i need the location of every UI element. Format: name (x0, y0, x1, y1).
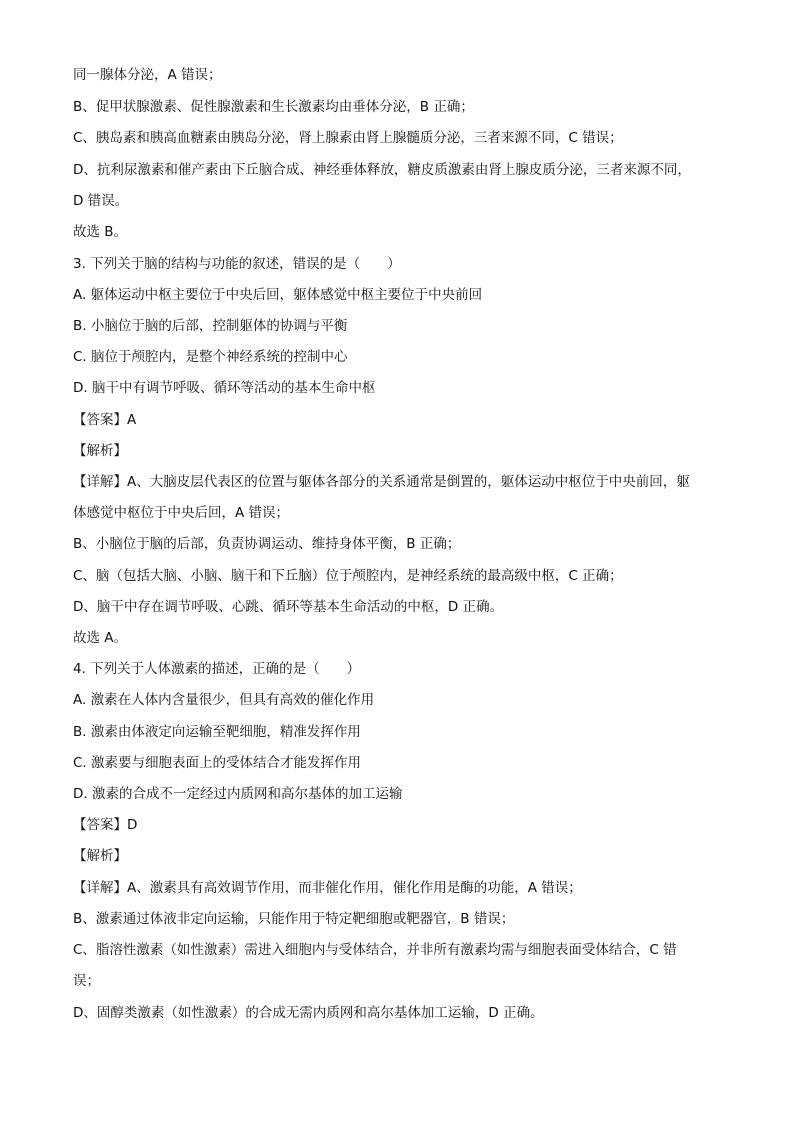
question-4-option-a: A. 激素在人体内含量很少，但具有高效的催化作用 (73, 692, 375, 708)
question-4-detail: 【详解】A、激素具有高效调节作用，而非催化作用，催化作用是酶的功能，A 错误； (73, 880, 582, 896)
question-4-option-c: C. 激素要与细胞表面上的受体结合才能发挥作用 (73, 755, 362, 771)
text-line: 同一腺体分泌，A 错误； (73, 67, 222, 83)
text-line: D、固醇类激素（如性激素）的合成无需内质网和高尔基体加工运输，D 正确。 (73, 1005, 544, 1021)
question-3-option-d: D. 脑干中有调节呼吸、循环等活动的基本生命中枢 (73, 380, 376, 396)
text-line: 故选 B。 (73, 224, 128, 240)
text-line: B、促甲状腺激素、促性腺激素和生长激素均由垂体分泌，B 正确； (73, 99, 474, 115)
question-4-stem: 4. 下列关于人体激素的描述，正确的是（ ） (73, 661, 361, 677)
text-line: C、脂溶性激素（如性激素）需进入细胞内与受体结合，并非所有激素均需与细胞表面受体结合，C 错 (73, 942, 677, 958)
text-line: 故选 A。 (73, 630, 128, 646)
text-line: C、胰岛素和胰高血糖素由胰岛分泌，肾上腺素由肾上腺髓质分泌，三者来源不同，C 错误； (73, 130, 623, 146)
question-4-option-d: D. 激素的合成不一定经过内质网和高尔基体的加工运输 (73, 786, 403, 802)
question-3-detail: 【详解】A、大脑皮层代表区的位置与躯体各部分的关系通常是倒置的，躯体运动中枢位于中央前回，躯 (73, 474, 690, 490)
text-line: B、小脑位于脑的后部，负责协调运动、维持身体平衡，B 正确； (73, 536, 461, 552)
question-3-answer: 【答案】A (73, 412, 137, 428)
question-3-analysis-heading: 【解析】 (73, 443, 127, 459)
text-line: D、脑干中存在调节呼吸、心跳、循环等基本生命活动的中枢，D 正确。 (73, 599, 504, 615)
question-3-option-a: A. 躯体运动中枢主要位于中央后回，躯体感觉中枢主要位于中央前回 (73, 287, 483, 303)
question-3-option-b: B. 小脑位于脑的后部，控制躯体的协调与平衡 (73, 318, 348, 334)
text-line: B、激素通过体液非定向运输，只能作用于特定靶细胞或靶器官，B 错误； (73, 911, 515, 927)
text-line: C、脑（包括大脑、小脑、脑干和下丘脑）位于颅腔内，是神经系统的最高级中枢，C 正确； (73, 568, 623, 584)
question-4-analysis-heading: 【解析】 (73, 848, 127, 864)
question-4-answer: 【答案】D (73, 817, 138, 833)
text-line: D、抗利尿激素和催产素由下丘脑合成、神经垂体释放，糖皮质激素由肾上腺皮质分泌，三者来源不同， (73, 162, 691, 178)
question-3-option-c: C. 脑位于颅腔内，是整个神经系统的控制中心 (73, 349, 348, 365)
question-4-option-b: B. 激素由体液定向运输至靶细胞，精准发挥作用 (73, 724, 361, 740)
text-line: 体感觉中枢位于中央后回，A 错误； (73, 505, 290, 521)
question-3-stem: 3. 下列关于脑的结构与功能的叙述，错误的是（ ） (73, 256, 401, 272)
text-line: D 错误。 (73, 193, 129, 209)
text-line: 误； (73, 973, 100, 989)
